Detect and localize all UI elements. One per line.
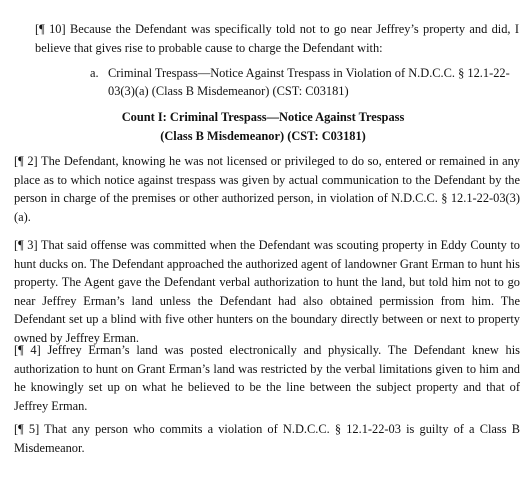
paragraph-number: [¶ 5] — [14, 422, 40, 436]
paragraph-2 — [14, 152, 520, 226]
paragraph-5 — [14, 420, 520, 457]
paragraph-text: Because the Defendant was specifically told not to go near Jeffrey’s property and did, I believe that gives rise to probable cause to charge the Defendant with: — [35, 22, 520, 55]
paragraph-number: [¶ 2] — [14, 154, 38, 168]
list-marker: a. — [90, 66, 99, 80]
paragraph-3 — [14, 236, 520, 348]
paragraph-4 — [14, 341, 520, 415]
paragraph-text: That said offense was committed when the Defendant was scouting property in Eddy County to hunt ducks on. The Defendant approached the authorized agent of landowner Grant Erman to hunt his property. The Agent gave the Defendant verbal authorization to hunt the land, but told him not to go near Jeffrey Erman’s land unless the Defendant had also obtained permission from him. The Defendant set up a blind with five other hunters on the boundary directly between or next to property owned by Jeffrey Erman. — [14, 238, 520, 345]
paragraph-text: Jeffrey Erman’s land was posted electronically and physically. The Defendant knew his authorization to hunt on Grant Erman’s land was restricted by the verbal limitations given to him and he knowingly set up on what he believed to be the line between the subject property and that of Jeffrey Erman. — [14, 343, 520, 413]
paragraph-number: [¶ 3] — [14, 238, 38, 252]
paragraph-text: The Defendant, knowing he was not licensed or privileged to do so, entered or remained in any place as to which notice against trespass was given by actual communication to the Defendant by the person in charge of the premises or other authorized person, in violation of N.D.C.C. § 12.1-22-03(3)(a). — [14, 154, 520, 224]
count-heading-line-1: Count I: Criminal Trespass—Notice Against Trespass — [121, 110, 405, 124]
count-heading-line-2: (Class B Misdemeanor) (CST: C03181) — [160, 128, 366, 143]
paragraph-text: That any person who commits a violation of N.D.C.C. § 12.1-22-03 is guilty of a Class B Misdemeanor. — [14, 422, 520, 455]
charge-list-item — [90, 64, 520, 101]
list-item-text: Criminal Trespass—Notice Against Trespass in Violation of N.D.C.C. § 12.1-22-03(3)(a) (Class B Misdemeanor) (CST: C03181) — [108, 66, 510, 99]
paragraph-10 — [35, 20, 519, 57]
paragraph-number: [¶ 10] — [35, 22, 66, 36]
paragraph-number: [¶ 4] — [14, 343, 41, 357]
count-heading — [0, 108, 526, 145]
